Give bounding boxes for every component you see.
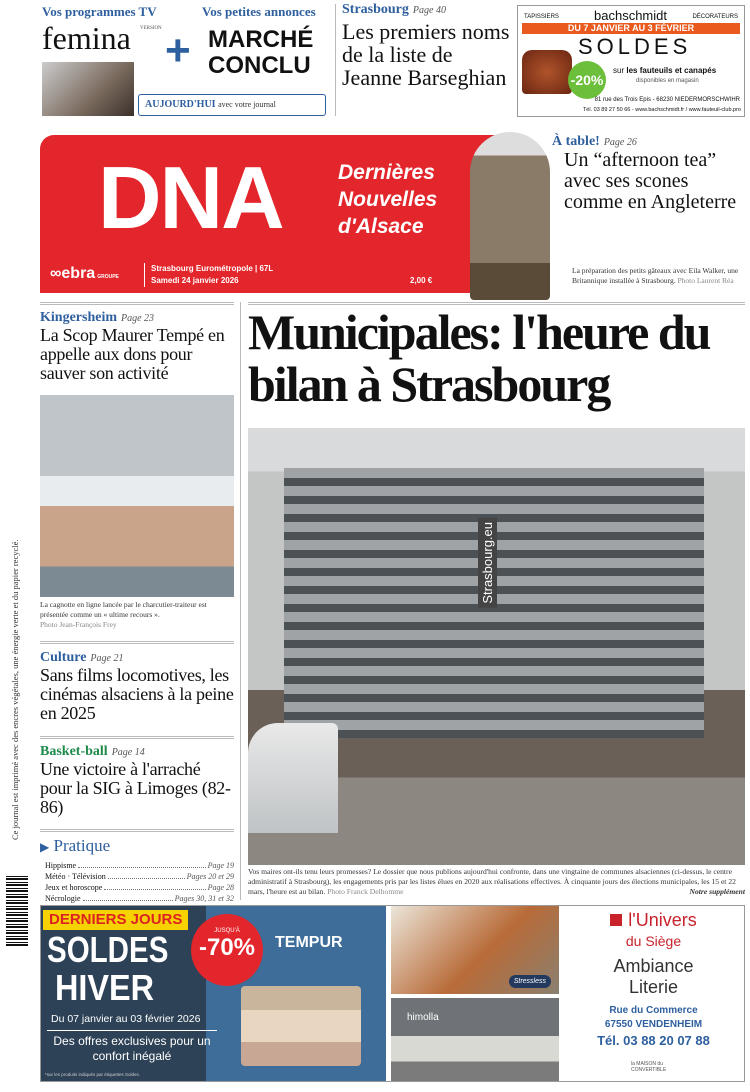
supplements-promo[interactable]: Vos programmes TV Vos petites annonces femina VERSION + MARCHÉ CONCLU AUJOURD'HUI avec votre journal bbox=[40, 4, 330, 118]
pratique-item[interactable]: Hippisme Page 19 bbox=[45, 861, 234, 870]
femina-logo: femina bbox=[42, 20, 131, 56]
teaser-strasbourg[interactable]: Strasbourg Page 40 Les premiers noms de la liste de Jeanne Barseghian bbox=[342, 2, 510, 91]
print-note: Ce journal est imprimé avec des encres végétales, une énergie verte et du papier recyclé. bbox=[10, 539, 20, 840]
recliner-image: Stressless bbox=[391, 906, 559, 994]
bedding-ad[interactable]: DERNIERS JOURS SOLDES HIVER JUSQU'À -70% TEMPUR Du 07 janvier au 03 février 2026 Des offres exclusives pour un confort inégalé *sur les produits indiqués par étiquettes Soldes. Stressless himolla l'Univers du Siège Ambiance Literie Rue du Commerce 67550 VENDENHEIM Tél. 03 88 20 07 88 la MAISON du CONVERTIBLE bbox=[40, 905, 745, 1082]
teaser-afternoon-tea[interactable]: À table! Page 26 Un “afternoon tea” avec ses scones comme en Angleterre bbox=[552, 134, 737, 213]
barcode bbox=[6, 876, 28, 946]
dna-logo: DNA bbox=[98, 148, 283, 247]
price: 2,00 € bbox=[410, 276, 433, 285]
butcher-caption: La cagnotte en ligne lancée par le charcutier-traiteur est présentée comme un « ultime recours ». Photo Jean-François Frey bbox=[40, 600, 207, 630]
discount-badge: JUSQU'À -70% bbox=[191, 914, 263, 986]
sofa-image: himolla bbox=[391, 998, 559, 1082]
tram bbox=[248, 723, 338, 833]
story-kingersheim[interactable]: Kingersheim Page 23 La Scop Maurer Tempé en appelle aux dons pour sauver son activité bbox=[40, 310, 225, 383]
triangle-icon: ▶ bbox=[40, 840, 50, 854]
story-culture[interactable]: Culture Page 21 Sans films locomotives, les cinémas alsaciens à la peine en 2025 bbox=[40, 650, 234, 723]
pratique-item[interactable]: Nécrologie Pages 30, 31 et 32 bbox=[45, 894, 234, 903]
main-headline[interactable]: Municipales: l'heure du bilan à Strasbourg bbox=[248, 304, 710, 412]
main-photo bbox=[248, 428, 745, 865]
divider bbox=[40, 829, 234, 832]
pratique-item[interactable]: Météo · Télévision Pages 20 et 29 bbox=[45, 872, 234, 881]
butcher-photo bbox=[40, 395, 234, 597]
tea-caption: La préparation des petits gâteaux avec Eila Walker, une Britannique installée à Strasbourg. Photo Laurent Réa bbox=[572, 266, 739, 286]
tea-photo bbox=[470, 132, 550, 300]
divider bbox=[40, 736, 234, 739]
divider bbox=[40, 641, 234, 644]
building-sign: Strasbourg.eu bbox=[478, 518, 497, 608]
furniture-ad-top[interactable]: TAPISSIERS bachschmidt DÉCORATEURS DU 7 JANVIER AU 3 FÉVRIER SOLDES -20% sur les fauteuils et canapés disponibles en magasin 81 rue des Trois Epis - 68230 NIEDERMORSCHWIHR Tél. 03 89 27 50 66 - www.bachschmidt.fr / www.fauteuil-club.pro bbox=[517, 5, 745, 117]
femina-cover-image bbox=[42, 62, 134, 116]
divider bbox=[240, 302, 241, 900]
store-phone[interactable]: Tél. 03 88 20 07 88 bbox=[597, 1033, 710, 1048]
main-caption: Vos maires ont-ils tenu leurs promesses? Le dossier que nous publions aujourd'hui confronte, dans une vingtaine de communes alsaciennes (ci-dessus, le centre administratif à Strasbourg), les engagements pris par les listes élues en 2020 aux réalisations effectives. À cinquante jours des élections municipales, les 15 et 22 mars, l'heure est au bilan. Photo Franck Delhomme Notre supplément bbox=[248, 867, 745, 896]
ebra-logo: ∞ebra GROUPE bbox=[50, 265, 119, 282]
bed-image bbox=[241, 986, 361, 1066]
pratique-item[interactable]: Jeux et horoscope Page 28 bbox=[45, 883, 234, 892]
divider bbox=[335, 4, 336, 116]
masthead[interactable]: DNA Dernières Nouvelles d'Alsace ∞ebra GROUPE Strasbourg Eurométropole | 67L Samedi 24 janvier 2026 2,00 € bbox=[40, 135, 506, 293]
story-basket[interactable]: Basket-ball Page 14 Une victoire à l'arraché pour la SIG à Limoges (82-86) bbox=[40, 744, 231, 817]
today-badge: AUJOURD'HUI avec votre journal bbox=[138, 94, 326, 116]
pratique-box[interactable]: ▶ Pratique Hippisme Page 19 Météo · Télévision Pages 20 et 29 Jeux et horoscope Page 28 Nécrologie Pages 30, 31 et 32 bbox=[40, 836, 234, 903]
store-logo-square bbox=[610, 914, 622, 926]
armchair-image bbox=[522, 50, 572, 94]
divider bbox=[40, 302, 234, 305]
supplement-link[interactable]: Notre supplément bbox=[689, 887, 745, 896]
